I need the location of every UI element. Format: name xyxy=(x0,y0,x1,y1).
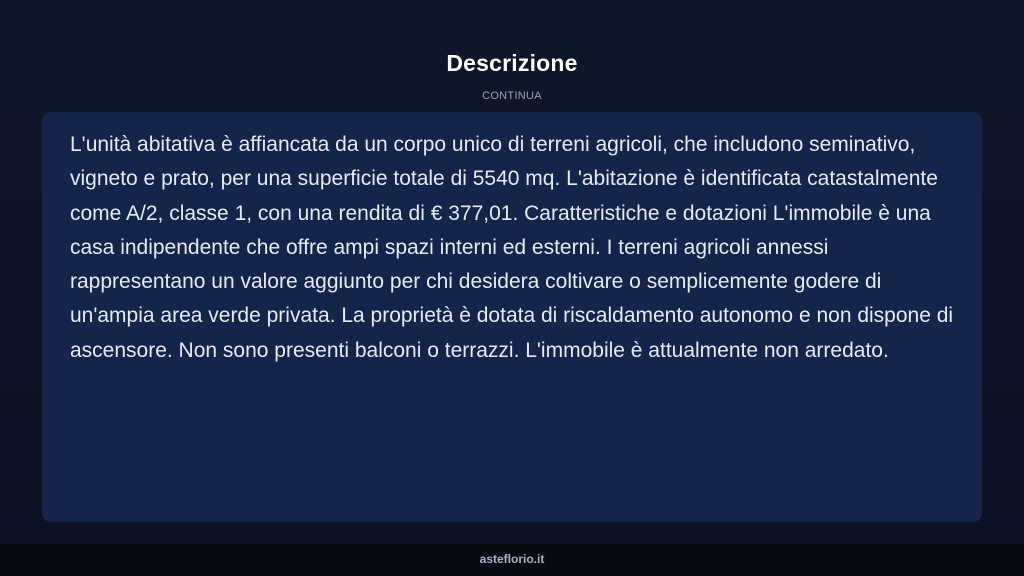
description-text: L'unità abitativa è affiancata da un corpo unico di terreni agricoli, che includono seminativo, vigneto e prato, per una superficie totale di 5540 mq. L'abitazione è identificata catastalmente come A/2, classe 1, con una rendita di € 377,01. Caratteristiche e dotazioni L'immobile è una casa indipendente che offre ampi spazi interni ed esterni. I terreni agricoli annessi rappresentano un valore aggiunto per chi desidera coltivare o semplicemente godere di un'ampia area verde privata. La proprietà è dotata di riscaldamento autonomo e non dispone di ascensore. Non sono presenti balconi o terrazzi. L'immobile è attualmente non arredato. xyxy=(70,133,954,362)
footer-site-label: asteflorio.it xyxy=(479,552,545,566)
page-title: Descrizione xyxy=(446,50,578,76)
description-card xyxy=(42,112,982,522)
footer-bar xyxy=(0,544,1024,576)
page-subtitle: CONTINUA xyxy=(482,90,542,102)
